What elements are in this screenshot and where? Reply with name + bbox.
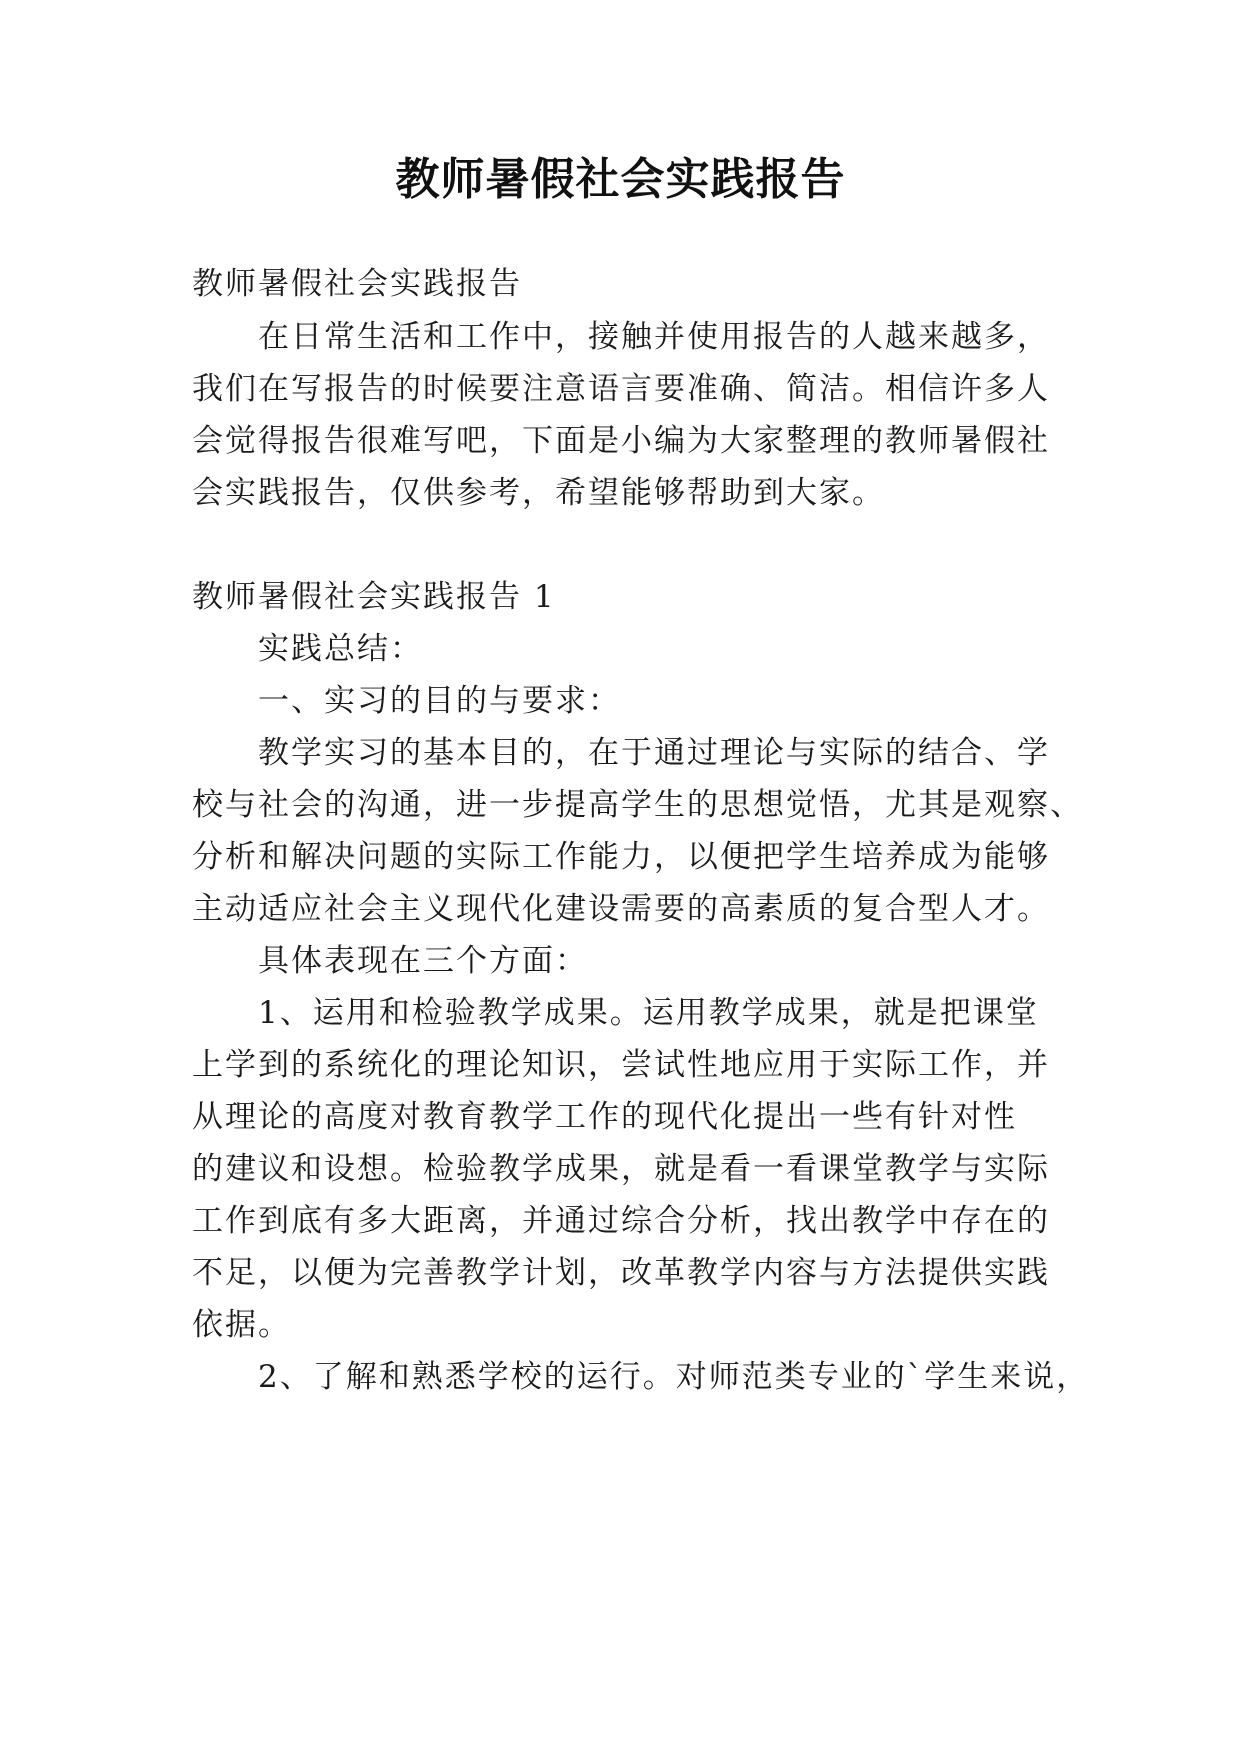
paragraph-line: 1、运用和检验教学成果。运用教学成果，就是把课堂 [258,995,1039,1031]
paragraph-line: 不足，以便为完善教学计划，改革教学内容与方法提供实践 [192,1255,1050,1291]
paragraph-line: 的建议和设想。检验教学成果，就是看一看课堂教学与实际 [192,1151,1050,1187]
paragraph-line: 会觉得报告很难写吧，下面是小编为大家整理的教师暑假社 [192,423,1050,459]
paragraph-line: 依据。 [192,1307,291,1343]
paragraph-line: 2、了解和熟悉学校的运行。对师范类专业的`学生来说， [258,1359,1090,1395]
section-heading: 教师暑假社会实践报告 1 [192,579,556,615]
paragraph-line: 我们在写报告的时候要注意语言要准确、简洁。相信许多人 [192,371,1050,407]
paragraph-line: 从理论的高度对教育教学工作的现代化提出一些有针对性 [192,1099,1017,1135]
paragraph-line: 会实践报告，仅供参考，希望能够帮助到大家。 [192,475,885,511]
paragraph-line: 具体表现在三个方面： [258,943,588,979]
subtitle-line: 教师暑假社会实践报告 [192,266,522,302]
document-title: 教师暑假社会实践报告 [395,154,846,205]
paragraph-line: 主动适应社会主义现代化建设需要的高素质的复合型人才。 [192,891,1050,927]
paragraph-line: 教学实习的基本目的，在于通过理论与实际的结合、学 [258,735,1050,771]
paragraph-line: 在日常生活和工作中，接触并使用报告的人越来越多， [258,319,1050,355]
paragraph-line: 实践总结： [258,631,423,667]
paragraph-line: 工作到底有多大距离，并通过综合分析，找出教学中存在的 [192,1203,1050,1239]
paragraph-line: 一、实习的目的与要求： [258,683,621,719]
paragraph-line: 上学到的系统化的理论知识，尝试性地应用于实际工作，并 [192,1047,1050,1083]
paragraph-line: 校与社会的沟通，进一步提高学生的思想觉悟，尤其是观察、 [192,787,1083,823]
paragraph-line: 分析和解决问题的实际工作能力，以便把学生培养成为能够 [192,839,1050,875]
